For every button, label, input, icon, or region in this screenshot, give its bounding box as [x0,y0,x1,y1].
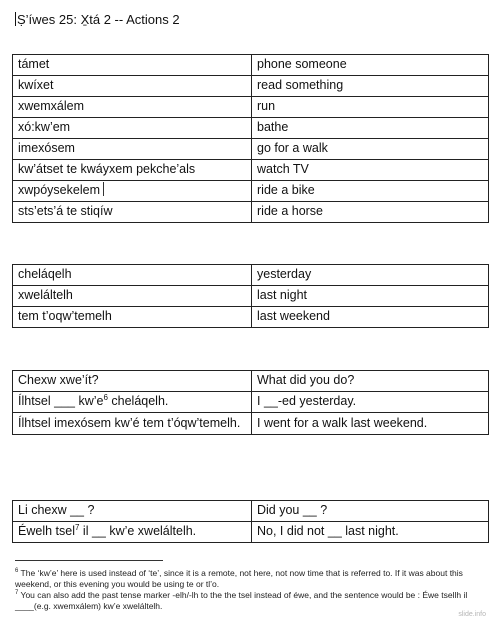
english-sentence: Did you __ ? [252,501,489,522]
english-gloss: read something [252,76,489,97]
english-gloss: go for a walk [252,139,489,160]
footnote-separator [15,560,163,561]
actions-vocab-table [12,54,489,223]
english-sentence: No, I did not __ last night. [252,522,489,543]
text-cursor [15,12,16,26]
halkomelem-term: kwíxet [13,76,252,97]
halkomelem-term: xwemxálem [13,97,252,118]
table-row [13,118,489,139]
halkomelem-term: tem t’oqw’temelh [13,307,252,328]
time-vocab-table [12,264,489,328]
english-gloss: last night [252,286,489,307]
halkomelem-sentence: Li chexw __ ? [13,501,252,522]
footnote-6: $^6$ The ‘kw’e’ here is used instead of ‘te’, since it is a remote, not here, not now time that is referred to. If it was about this weekend, or this evening you would be using te or tl’o. [15,568,463,589]
english-gloss: phone someone [252,55,489,76]
halkomelem-term: xweláltelh [13,286,252,307]
halkomelem-term: kw’átset te kwáyxem pekche’als [13,160,252,181]
english-gloss: run [252,97,489,118]
halkomelem-sentence: Éwelh tsel$^7$ il __ kw’e xweláltelh. [13,522,252,543]
english-gloss: ride a horse [252,202,489,223]
table-row [13,392,489,413]
table-row [13,160,489,181]
english-sentence: I went for a walk last weekend. [252,413,489,435]
halkomelem-sentence: Ílhtsel ___ $kw’e^6$ cheláqelh. [13,392,252,413]
table-row [13,181,489,202]
table-row [13,413,489,435]
table-row [13,202,489,223]
english-gloss: ride a bike [252,181,489,202]
footnotes [15,568,487,612]
english-gloss: bathe [252,118,489,139]
table-row [13,286,489,307]
page-title: Ṣ’íwes 25: X̱tá 2 -- Actions 2 [17,12,180,27]
halkomelem-sentence: Ílhtsel imexósem kw’é tem t’óqw’temelh. [13,413,252,435]
table-row [13,371,489,392]
halkomelem-term: xó:kw’em [13,118,252,139]
halkomelem-term: sts’ets’á te stiqíw [13,202,252,223]
negation-table [12,500,489,543]
english-gloss: last weekend [252,307,489,328]
table-row [13,139,489,160]
table-row [13,265,489,286]
english-gloss: watch TV [252,160,489,181]
halkomelem-term: támet [13,55,252,76]
footnote-ref[interactable]: 7 [74,522,80,532]
english-sentence: What did you do? [252,371,489,392]
table-row [13,522,489,543]
halkomelem-term: imexósem [13,139,252,160]
footnote-ref[interactable]: 6 [103,392,108,402]
english-sentence: I __-ed yesterday. [252,392,489,413]
halkomelem-sentence: Chexw xwe’ít? [13,371,252,392]
halkomelem-term-editing[interactable]: xwpóysekelem [13,181,252,202]
text-caret [103,182,104,196]
halkomelem-term: cheláqelh [13,265,252,286]
watermark: slide.info [458,611,486,618]
english-gloss: yesterday [252,265,489,286]
question-answer-table [12,370,489,435]
footnote-7: $^7$ You can also add the past tense marker -elh/-lh to the the tsel instead of éwe, and the sentence would be : Éwe tsellh il ____(e.g. xwemxálem) kw’e xweláltelh. [15,590,468,611]
table-row [13,307,489,328]
table-row [13,97,489,118]
table-row [13,55,489,76]
table-row [13,501,489,522]
table-row [13,76,489,97]
